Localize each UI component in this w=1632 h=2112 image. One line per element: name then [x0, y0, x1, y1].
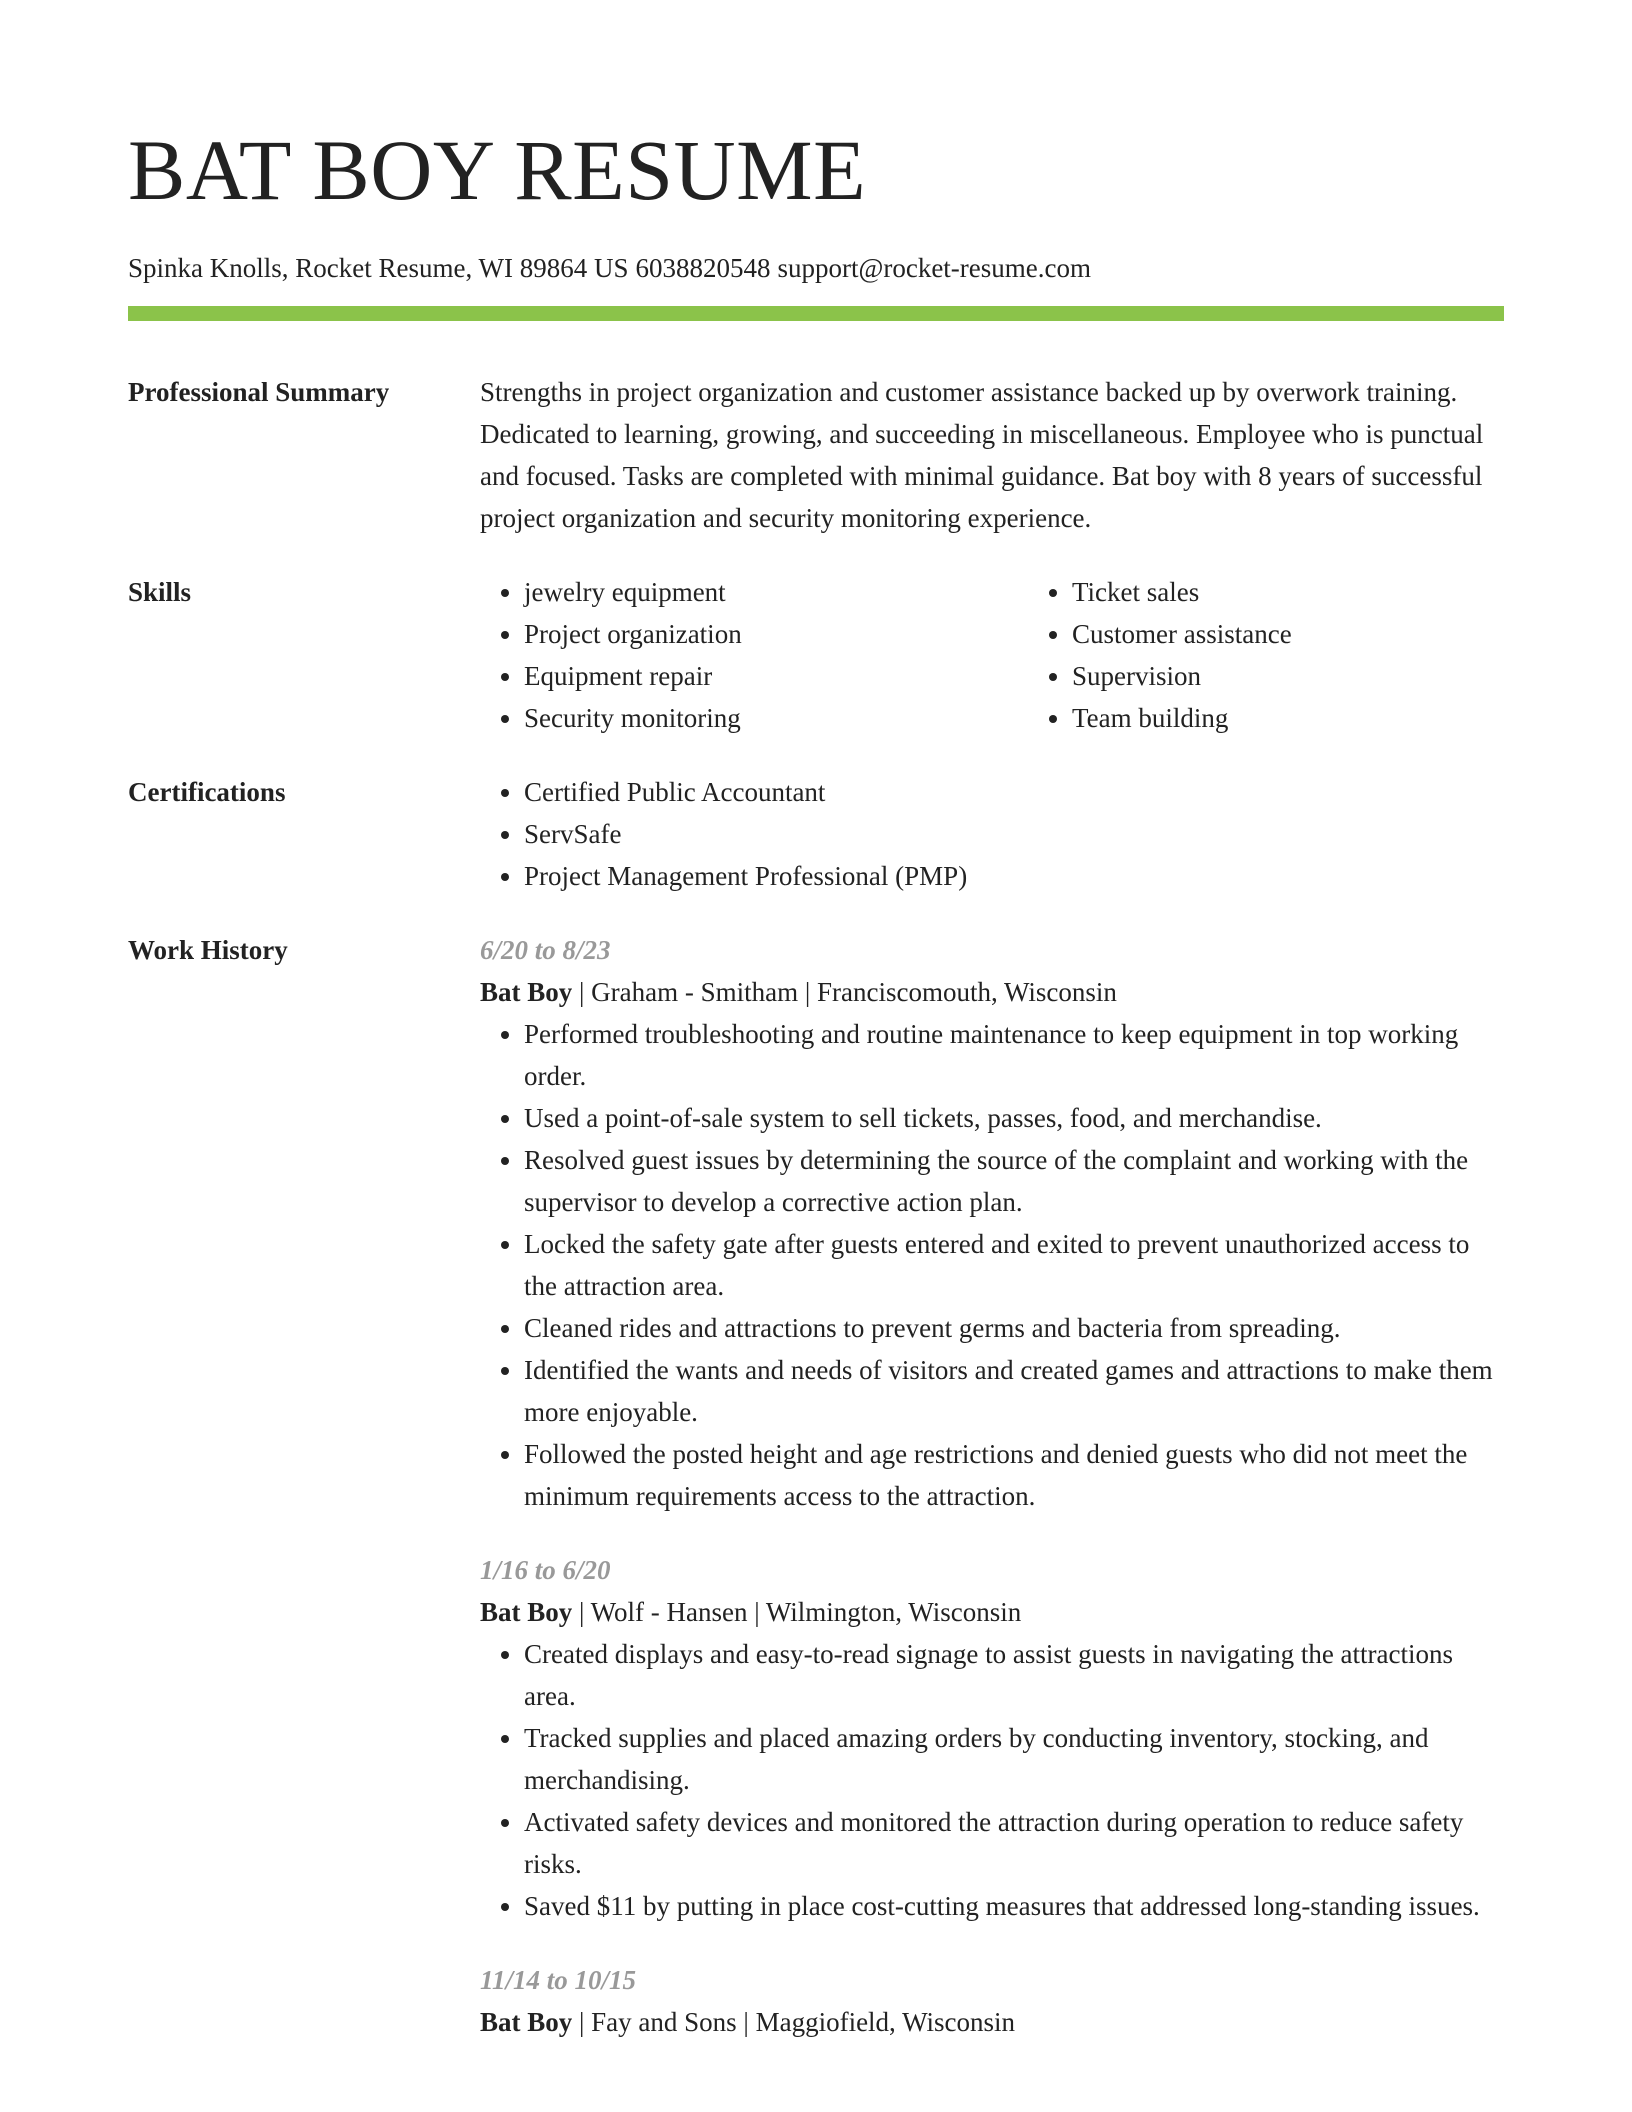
contact-address: Spinka Knolls, Rocket Resume, WI 89864 US	[128, 253, 629, 283]
skill-item: • Customer assistance	[1072, 613, 1576, 655]
summary-text: Strengths in project organization and customer assistance backed up by overwork training. Dedicated to learning, growing, and succeeding in miscellaneous. Employee who is punctual and focused. Tasks are completed with minimal guidance. Bat boy with 8 years of successful project organization and security monitoring experience.	[480, 377, 1484, 533]
section-label-summary: Professional Summary	[128, 377, 390, 407]
job-dates: 11/14 to 10/15	[480, 1965, 637, 1995]
job-bullet: • Locked the safety gate after guests entered and exited to prevent unauthorized access to the attraction area.	[524, 1223, 1504, 1307]
header-divider	[128, 306, 1504, 321]
job-bullet: • Cleaned rides and attractions to prevent germs and bacteria from spreading.	[524, 1307, 1504, 1349]
skill-item: • Team building	[1072, 697, 1576, 739]
job-entry	[480, 1549, 1504, 1927]
job-entry	[480, 929, 1504, 1517]
job-bullet: • Tracked supplies and placed amazing orders by conducting inventory, stocking, and merchandising.	[524, 1717, 1504, 1801]
certification-item: • Project Management Professional (PMP)	[524, 855, 1504, 897]
certifications-body	[480, 771, 1504, 897]
contact-line	[128, 252, 1504, 284]
section-label-work-history: Work History	[128, 935, 288, 965]
skill-item: • Project organization	[524, 613, 1028, 655]
job-bullet: • Saved $11 by putting in place cost-cutting measures that addressed long-standing issues.	[524, 1885, 1504, 1927]
skill-item: • Security monitoring	[524, 697, 1028, 739]
skills-column-2	[1028, 571, 1576, 739]
summary-section	[128, 371, 1504, 539]
job-entry	[480, 1959, 1504, 2043]
certifications-list	[480, 771, 1504, 897]
contact-email: support@rocket-resume.com	[777, 253, 1092, 283]
job-bullet: • Performed troubleshooting and routine maintenance to keep equipment in top working order.	[524, 1013, 1504, 1097]
job-bullet: • Resolved guest issues by determining the source of the complaint and working with the supervisor to develop a corrective action plan.	[524, 1139, 1504, 1223]
job-details: | Wolf - Hansen | Wilmington, Wisconsin	[572, 1597, 1022, 1627]
job-heading	[480, 2001, 1504, 2043]
job-bullet: • Created displays and easy-to-read signage to assist guests in navigating the attractions area.	[524, 1633, 1504, 1717]
job-title: Bat Boy	[480, 2007, 573, 2037]
skills-grid	[480, 571, 1576, 739]
work-history-body	[480, 929, 1504, 2075]
skills-column-1	[480, 571, 1028, 739]
skill-item: • jewelry equipment	[524, 571, 1028, 613]
job-bullet: • Followed the posted height and age restrictions and denied guests who did not meet the minimum requirements access to the attraction.	[524, 1433, 1504, 1517]
certification-item: • Certified Public Accountant	[524, 771, 1504, 813]
job-bullet: • Activated safety devices and monitored the attraction during operation to reduce safety risks.	[524, 1801, 1504, 1885]
job-bullet: • Used a point-of-sale system to sell tickets, passes, food, and merchandise.	[524, 1097, 1504, 1139]
job-title: Bat Boy	[480, 1597, 573, 1627]
work-history-section	[128, 929, 1504, 2075]
job-dates: 1/16 to 6/20	[480, 1555, 611, 1585]
job-bullets	[480, 1013, 1504, 1517]
job-heading	[480, 971, 1504, 1013]
job-heading	[480, 1591, 1504, 1633]
skill-item: • Equipment repair	[524, 655, 1028, 697]
skills-section	[128, 571, 1504, 739]
certifications-section	[128, 771, 1504, 897]
certification-item: • ServSafe	[524, 813, 1504, 855]
job-dates: 6/20 to 8/23	[480, 935, 611, 965]
resume-page	[128, 0, 1504, 2075]
section-label-certifications: Certifications	[128, 777, 286, 807]
job-details: | Fay and Sons | Maggiofield, Wisconsin	[572, 2007, 1015, 2037]
contact-phone: 6038820548	[635, 253, 771, 283]
section-label-skills: Skills	[128, 577, 192, 607]
job-bullets	[480, 1633, 1504, 1927]
job-title: Bat Boy	[480, 977, 573, 1007]
skill-item: • Ticket sales	[1072, 571, 1576, 613]
job-details: | Graham - Smitham | Franciscomouth, Wisconsin	[572, 977, 1117, 1007]
skill-item: • Supervision	[1072, 655, 1576, 697]
job-bullet: • Identified the wants and needs of visitors and created games and attractions to make them more enjoyable.	[524, 1349, 1504, 1433]
resume-title: BAT BOY RESUME	[128, 122, 867, 218]
